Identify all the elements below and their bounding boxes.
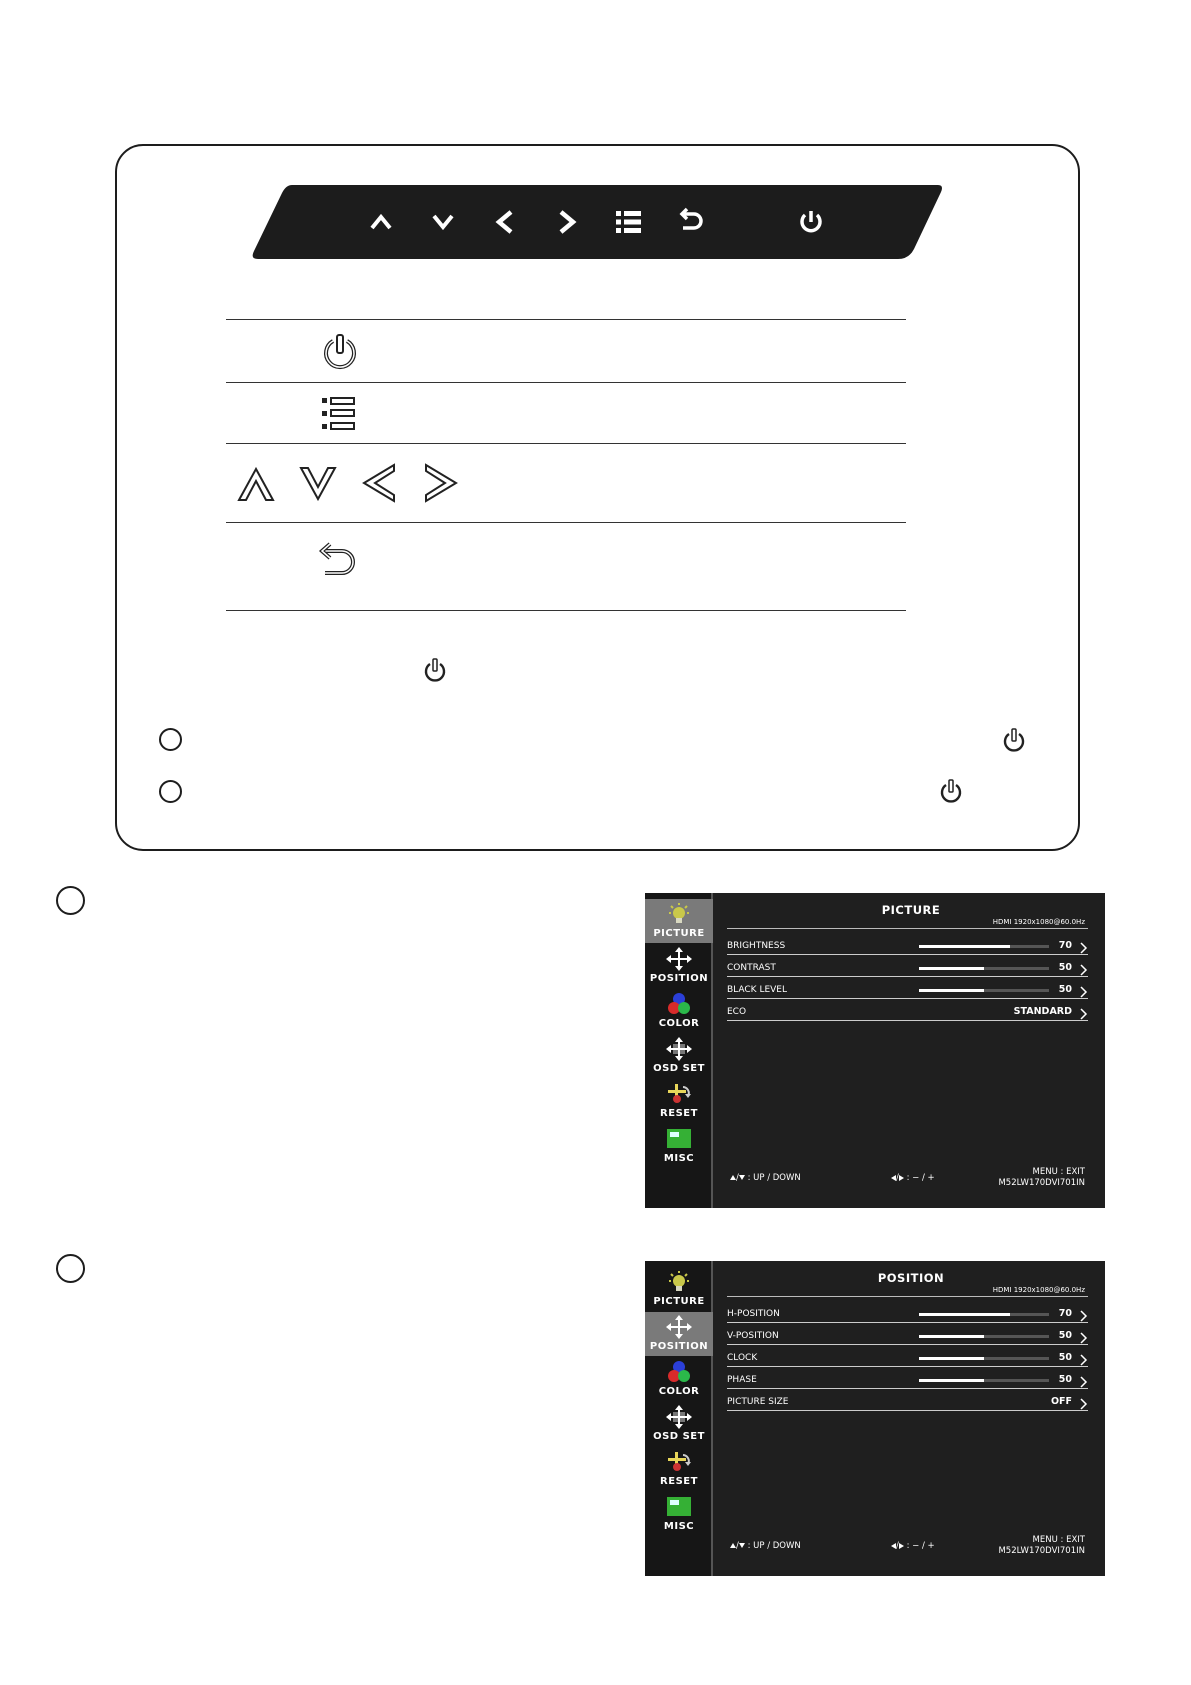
- setting-value: STANDARD: [1013, 1006, 1072, 1017]
- chevron-right-icon: [1080, 1373, 1088, 1385]
- step-marker: [56, 1254, 85, 1283]
- setting-slider[interactable]: [919, 945, 1049, 948]
- sidebar-item-picture[interactable]: [645, 1267, 713, 1311]
- osd-divider: [727, 1296, 1088, 1297]
- footer-adjust-text: : − / +: [906, 1173, 935, 1183]
- chevron-right-icon: [1080, 939, 1088, 951]
- up-triangle-icon: [730, 1543, 736, 1548]
- setting-slider[interactable]: [919, 1357, 1049, 1360]
- power-icon: [792, 203, 830, 241]
- setting-label: PICTURE SIZE: [727, 1397, 789, 1407]
- setting-row-h-position[interactable]: [727, 1301, 1088, 1323]
- misc-icon: [666, 1495, 692, 1519]
- sidebar-item-label: OSD SET: [653, 1063, 705, 1074]
- osd-set-icon: [666, 1405, 692, 1429]
- chevron-right-icon: [1080, 1307, 1088, 1319]
- color-icon: [666, 1360, 692, 1384]
- power-icon: [320, 331, 360, 373]
- sidebar-item-misc[interactable]: [645, 1124, 713, 1168]
- legend-divider: [226, 610, 906, 611]
- sidebar-item-label: COLOR: [658, 1386, 700, 1397]
- chevron-right-icon: [1080, 961, 1088, 973]
- signal-info: HDMI 1920x1080@60.0Hz: [992, 1286, 1085, 1294]
- setting-label: H-POSITION: [727, 1309, 780, 1319]
- menu-list-icon: [610, 203, 648, 241]
- color-icon: [666, 992, 692, 1016]
- reset-icon: [666, 1450, 692, 1474]
- footer-adjust-hint: / : − / +: [891, 1541, 935, 1551]
- up-arrow-icon: [236, 464, 276, 504]
- setting-label: CLOCK: [727, 1353, 758, 1363]
- menu-button[interactable]: [610, 203, 648, 241]
- left-triangle-icon: [891, 1543, 896, 1549]
- setting-row-contrast[interactable]: [727, 955, 1088, 977]
- sidebar-item-label: RESET: [660, 1476, 698, 1487]
- left-triangle-icon: [891, 1175, 896, 1181]
- footer-menu-exit: MENU : EXIT: [1032, 1535, 1085, 1545]
- reset-icon: [666, 1082, 692, 1106]
- sidebar-item-label: PICTURE: [653, 1296, 705, 1307]
- slider-fill: [919, 1335, 984, 1338]
- sidebar-item-label: MISC: [663, 1521, 695, 1532]
- step-marker: [159, 728, 182, 751]
- sidebar-item-label: MISC: [663, 1153, 695, 1164]
- sidebar-item-osd-set[interactable]: [645, 1034, 713, 1078]
- picture-icon: [666, 1270, 692, 1294]
- menu-list-icon: [320, 395, 358, 433]
- setting-label: BLACK LEVEL: [727, 985, 787, 995]
- setting-label: PHASE: [727, 1375, 757, 1385]
- osd-sidebar: [645, 893, 713, 1208]
- sidebar-item-reset[interactable]: [645, 1079, 713, 1123]
- legend-divider: [226, 319, 906, 320]
- return-icon: [316, 540, 358, 582]
- setting-slider[interactable]: [919, 1335, 1049, 1338]
- step-marker: [56, 886, 85, 915]
- right-arrow-icon: [420, 462, 460, 504]
- setting-value: OFF: [1050, 1396, 1072, 1407]
- footer-nav-text: : UP / DOWN: [747, 1541, 801, 1551]
- up-arrow-icon: [362, 203, 400, 241]
- footer-nav-text: : UP / DOWN: [747, 1173, 801, 1183]
- setting-row-brightness[interactable]: [727, 933, 1088, 955]
- setting-value: 50: [1058, 962, 1072, 973]
- sidebar-item-picture[interactable]: [645, 899, 713, 943]
- footer-model: M52LW170DVI701IN: [998, 1546, 1085, 1556]
- setting-value: 70: [1058, 1308, 1072, 1319]
- legend-divider: [226, 382, 906, 383]
- position-icon: [666, 1315, 692, 1339]
- osd-title: PICTURE: [881, 903, 941, 917]
- left-arrow-icon: [360, 462, 400, 504]
- setting-value: 50: [1058, 1374, 1072, 1385]
- setting-label: BRIGHTNESS: [727, 941, 786, 951]
- slider-fill: [919, 967, 984, 970]
- osd-sidebar: [645, 1261, 713, 1576]
- setting-slider[interactable]: [919, 1379, 1049, 1382]
- sidebar-item-label: POSITION: [649, 1341, 709, 1352]
- setting-label: CONTRAST: [727, 963, 776, 973]
- osd-picture-screen: [645, 893, 1105, 1208]
- chevron-right-icon: [1080, 1395, 1088, 1407]
- slider-fill: [919, 1379, 984, 1382]
- chevron-right-icon: [1080, 1351, 1088, 1363]
- slider-fill: [919, 945, 1010, 948]
- return-button[interactable]: [672, 203, 710, 241]
- bezel-shape: [252, 185, 942, 259]
- sidebar-item-misc[interactable]: [645, 1492, 713, 1536]
- down-arrow-icon: [424, 203, 462, 241]
- setting-row-phase[interactable]: [727, 1367, 1088, 1389]
- osd-set-icon: [666, 1037, 692, 1061]
- footer-nav-hint: / : UP / DOWN: [730, 1541, 801, 1551]
- sidebar-item-position[interactable]: [645, 1312, 713, 1356]
- up-arrow-button[interactable]: [362, 203, 400, 241]
- signal-info: HDMI 1920x1080@60.0Hz: [992, 918, 1085, 926]
- right-arrow-icon: [548, 203, 586, 241]
- setting-value: 50: [1058, 1352, 1072, 1363]
- setting-slider[interactable]: [919, 967, 1049, 970]
- right-triangle-icon: [899, 1543, 904, 1549]
- sidebar-item-label: RESET: [660, 1108, 698, 1119]
- sidebar-item-position[interactable]: [645, 944, 713, 988]
- left-arrow-icon: [486, 203, 524, 241]
- legend-divider: [226, 443, 906, 444]
- sidebar-item-osd-set[interactable]: [645, 1402, 713, 1446]
- sidebar-item-label: COLOR: [658, 1018, 700, 1029]
- up-triangle-icon: [730, 1175, 736, 1180]
- left-arrow-button[interactable]: [486, 203, 524, 241]
- step-marker: [159, 780, 182, 803]
- footer-menu-exit: MENU : EXIT: [1032, 1167, 1085, 1177]
- setting-row-v-position[interactable]: [727, 1323, 1088, 1345]
- setting-label: V-POSITION: [727, 1331, 779, 1341]
- slider-fill: [919, 1313, 1010, 1316]
- setting-slider[interactable]: [919, 1313, 1049, 1316]
- setting-row-eco[interactable]: [727, 999, 1088, 1021]
- setting-row-black-level[interactable]: [727, 977, 1088, 999]
- right-arrow-button[interactable]: [548, 203, 586, 241]
- chevron-right-icon: [1080, 983, 1088, 995]
- chevron-right-icon: [1080, 1005, 1088, 1017]
- slider-fill: [919, 1357, 984, 1360]
- footer-adjust-hint: / : − / +: [891, 1173, 935, 1183]
- setting-row-clock[interactable]: [727, 1345, 1088, 1367]
- down-triangle-icon: [739, 1175, 745, 1180]
- setting-slider[interactable]: [919, 989, 1049, 992]
- osd-title: POSITION: [877, 1271, 945, 1285]
- picture-icon: [666, 902, 692, 926]
- setting-value: 70: [1058, 940, 1072, 951]
- setting-label: ECO: [727, 1007, 747, 1017]
- sidebar-item-color[interactable]: [645, 989, 713, 1033]
- sidebar-item-color[interactable]: [645, 1357, 713, 1401]
- sidebar-item-label: OSD SET: [653, 1431, 705, 1442]
- misc-icon: [666, 1127, 692, 1151]
- monitor-bezel: [252, 185, 942, 259]
- setting-row-picture-size[interactable]: [727, 1389, 1088, 1411]
- setting-value: 50: [1058, 1330, 1072, 1341]
- sidebar-item-label: PICTURE: [653, 928, 705, 939]
- return-icon: [672, 203, 710, 241]
- setting-value: 50: [1058, 984, 1072, 995]
- down-arrow-icon: [298, 464, 338, 504]
- power-icon: [939, 778, 963, 804]
- sidebar-item-reset[interactable]: [645, 1447, 713, 1491]
- osd-position-screen: [645, 1261, 1105, 1576]
- power-icon: [1002, 727, 1026, 753]
- sidebar-item-label: POSITION: [649, 973, 709, 984]
- footer-nav-hint: / : UP / DOWN: [730, 1173, 801, 1183]
- slider-fill: [919, 989, 984, 992]
- footer-model: M52LW170DVI701IN: [998, 1178, 1085, 1188]
- osd-divider: [727, 928, 1088, 929]
- legend-divider: [226, 522, 906, 523]
- right-triangle-icon: [899, 1175, 904, 1181]
- power-icon: [423, 657, 447, 683]
- footer-adjust-text: : − / +: [906, 1541, 935, 1551]
- down-arrow-button[interactable]: [424, 203, 462, 241]
- down-triangle-icon: [739, 1543, 745, 1548]
- chevron-right-icon: [1080, 1329, 1088, 1341]
- position-icon: [666, 947, 692, 971]
- power-button[interactable]: [792, 203, 830, 241]
